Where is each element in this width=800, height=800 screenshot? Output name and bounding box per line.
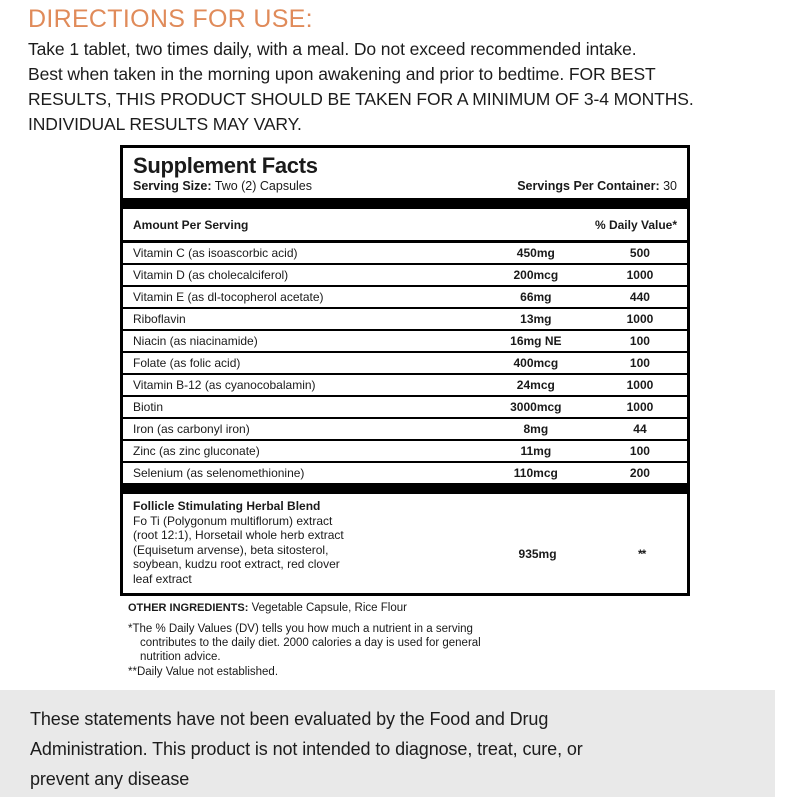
directions-body (28, 37, 776, 137)
other-ingredients (128, 601, 728, 615)
nutrient-amount: 200mcg (473, 264, 599, 286)
blend-description-line: soybean, kudzu root extract, red clover (133, 557, 340, 571)
nutrient-daily-value: 44 (599, 418, 687, 440)
nutrient-daily-value: 1000 (599, 374, 687, 396)
nutrient-amount: 8mg (473, 418, 599, 440)
blend-title: Follicle Stimulating Herbal Blend (133, 499, 321, 513)
blend-description-line: (root 12:1), Horsetail whole herb extract (133, 528, 344, 542)
nutrient-amount: 16mg NE (473, 330, 599, 352)
servings-per-container (517, 178, 677, 194)
daily-value-footnote (128, 622, 728, 664)
nutrient-daily-value: 500 (599, 242, 687, 265)
blend-amount: 935mg (518, 546, 557, 561)
other-ingredients-label: OTHER INGREDIENTS: (128, 602, 249, 614)
serving-info-row (133, 178, 677, 198)
nutrient-name: Folate (as folic acid) (123, 352, 473, 374)
disclaimer-line: Administration. This product is not intended to diagnose, treat, cure, or (30, 739, 583, 759)
nutrient-amount: 3000mcg (473, 396, 599, 418)
serving-size (133, 178, 312, 194)
table-row (123, 242, 687, 265)
directions-line: Take 1 tablet, two times daily, with a meal. Do not exceed recommended intake. (28, 39, 637, 59)
footnotes-section (128, 601, 728, 679)
disclaimer-line: These statements have not been evaluated by the Food and Drug (30, 709, 549, 729)
supplement-facts-title: Supplement Facts (133, 153, 318, 178)
fda-disclaimer-box (0, 690, 775, 797)
servings-per-container-label: Servings Per Container: (517, 179, 660, 193)
nutrient-name: Iron (as carbonyl iron) (123, 418, 473, 440)
amount-per-serving-header: Amount Per Serving (133, 218, 249, 232)
panel-header (123, 148, 687, 198)
nutrient-daily-value: 440 (599, 286, 687, 308)
nutrient-name: Riboflavin (123, 308, 473, 330)
blend-name-cell (123, 499, 473, 586)
nutrient-name: Selenium (as selenomethionine) (123, 462, 473, 483)
supplement-facts-panel (120, 145, 690, 596)
table-row (123, 462, 687, 483)
footnote-line: nutrition advice. (140, 651, 221, 663)
nutrient-name: Zinc (as zinc gluconate) (123, 440, 473, 462)
nutrient-daily-value: 1000 (599, 396, 687, 418)
table-row (123, 374, 687, 396)
other-ingredients-value: Vegetable Capsule, Rice Flour (251, 602, 407, 614)
footnote-line: contributes to the daily diet. 2000 calories a day is used for general (140, 637, 481, 649)
nutrient-name: Vitamin E (as dl-tocopherol acetate) (123, 286, 473, 308)
nutrient-name: Niacin (as niacinamide) (123, 330, 473, 352)
column-headers-row (123, 209, 687, 240)
nutrient-amount: 66mg (473, 286, 599, 308)
table-row (123, 352, 687, 374)
table-row (123, 286, 687, 308)
nutrient-amount: 24mcg (473, 374, 599, 396)
nutrient-daily-value: 100 (599, 440, 687, 462)
fda-disclaimer-text (30, 704, 730, 794)
serving-size-value: Two (2) Capsules (214, 179, 313, 193)
blend-description-line: Fo Ti (Polygonum multiflorum) extract (133, 513, 333, 528)
nutrient-daily-value: 1000 (599, 264, 687, 286)
directions-line: RESULTS, THIS PRODUCT SHOULD BE TAKEN FOR A MINIMUM OF 3-4 MONTHS. (28, 89, 694, 109)
table-row (123, 308, 687, 330)
blend-divider-bar (123, 483, 687, 494)
nutrient-table (123, 240, 687, 483)
table-row (123, 330, 687, 352)
table-row (123, 440, 687, 462)
blend-description-line: (Equisetum arvense), beta sitosterol, (133, 542, 329, 557)
table-row (123, 396, 687, 418)
nutrient-amount: 13mg (473, 308, 599, 330)
blend-description-line: leaf extract (133, 571, 192, 586)
nutrient-daily-value: 100 (599, 352, 687, 374)
nutrient-name: Biotin (123, 396, 473, 418)
dv-not-established-footnote: **Daily Value not established. (128, 666, 279, 678)
nutrient-name: Vitamin B-12 (as cyanocobalamin) (123, 374, 473, 396)
table-row (123, 264, 687, 286)
serving-size-label: Serving Size: (133, 179, 212, 193)
disclaimer-line: prevent any disease (30, 769, 190, 789)
directions-heading: DIRECTIONS FOR USE: (28, 5, 313, 33)
daily-value-header: % Daily Value* (594, 218, 677, 232)
directions-line: INDIVIDUAL RESULTS MAY VARY. (28, 114, 302, 134)
herbal-blend-row (123, 494, 687, 593)
nutrient-name: Vitamin D (as cholecalciferol) (123, 264, 473, 286)
table-row (123, 418, 687, 440)
nutrient-daily-value: 200 (599, 462, 687, 483)
nutrient-amount: 11mg (473, 440, 599, 462)
nutrient-name: Vitamin C (as isoascorbic acid) (123, 242, 473, 265)
blend-daily-value: ** (638, 546, 646, 561)
nutrient-amount: 400mcg (473, 352, 599, 374)
footnote-line: *The % Daily Values (DV) tells you how much a nutrient in a serving (128, 623, 473, 635)
directions-line: Best when taken in the morning upon awakening and prior to bedtime. FOR BEST (28, 64, 656, 84)
nutrient-amount: 110mcg (473, 462, 599, 483)
nutrient-daily-value: 100 (599, 330, 687, 352)
servings-per-container-value: 30 (663, 179, 677, 193)
header-divider-bar (123, 198, 687, 209)
nutrient-amount: 450mg (473, 242, 599, 265)
directions-for-use-section (28, 4, 776, 137)
nutrient-daily-value: 1000 (599, 308, 687, 330)
